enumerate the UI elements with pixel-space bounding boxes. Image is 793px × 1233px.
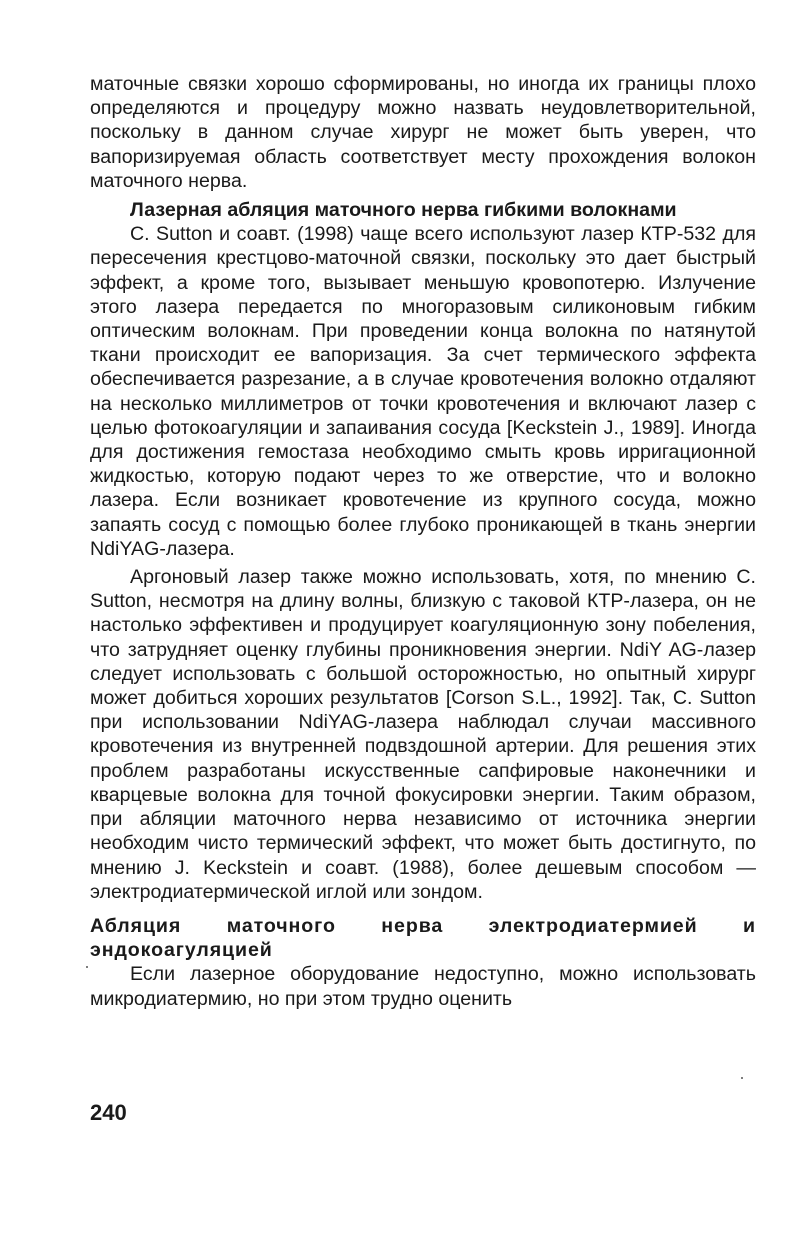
section-heading-electrodiathermy: Абляция маточного нерва электродиатермией и эндокоагуляцией: [90, 914, 756, 962]
page-number: 240: [90, 1100, 127, 1125]
paragraph-microdiathermy: Если лазерное оборудование недоступно, можно использовать микродиатермию, но при этом трудно оценить: [90, 963, 756, 1010]
scan-speck: [741, 1077, 743, 1079]
section-heading-laser-fibers: Лазерная абляция маточного нерва гибкими волокнами: [130, 199, 677, 222]
paragraph-intro: маточные связки хорошо сформированы, но иногда их границы плохо определяются и процедуру можно назвать неудовлетворительной, поскольку в данном случае хирург не может быть уверен, что вапоризируемая область соответствует месту прохождения волокон маточного нерва.: [90, 73, 756, 192]
page-body: [90, 72, 756, 1011]
scan-speck: [86, 966, 88, 968]
paragraph-sutton-ktp: C. Sutton и соавт. (1998) чаще всего используют лазер КТР-532 для пересечения крестцово-маточной связки, поскольку это дает быстрый эффект, а кроме того, вызывает меньшую кровопотерю. Излучение этого лазера передается по многоразовым силиконовым гибким оптическим волокнам. При проведении конца волокна по натянутой ткани происходит ее вапоризация. За счет термического эффекта обеспечивается разрезание, а в случае кровотечения волокно отдаляют на несколько миллиметров от точки кровотечения и включают лазер с целью фотокоагуляции и запаивания сосуда [Keckstein J., 1989]. Иногда для достижения гемостаза необходимо смыть кровь ирригационной жидкостью, которую подают через то же отверстие, что и волокно лазера. Если возникает кровотечение из крупного сосуда, можно запаять сосуд с помощью более глубоко проникающей в ткань энергии NdiYAG-лазера.: [90, 223, 756, 560]
paragraph-argon-laser: Аргоновый лазер также можно использовать, хотя, по мнению C. Sutton, несмотря на длину волны, близкую с таковой КТР-лазера, он не настолько эффективен и продуцирует коагуляционную зону побеления, что затрудняет оценку глубины проникновения энергии. NdiY AG-лазер следует использовать с большой осторожностью, но опытный хирург может добиться хороших результатов [Corson S.L., 1992]. Так, C. Sutton при использовании NdiYAG-лазера наблюдал случаи массивного кровотечения из внутренней подвздошной артерии. Для решения этих проблем разработаны искусственные сапфировые наконечники и кварцевые волокна для точной фокусировки энергии. Таким образом, при абляции маточного нерва независимо от источника энергии необходим чисто термический эффект, что может быть достигнуто, по мнению J. Keckstein и соавт. (1988), более дешевым способом — электродиатермической иглой или зондом.: [90, 566, 756, 903]
